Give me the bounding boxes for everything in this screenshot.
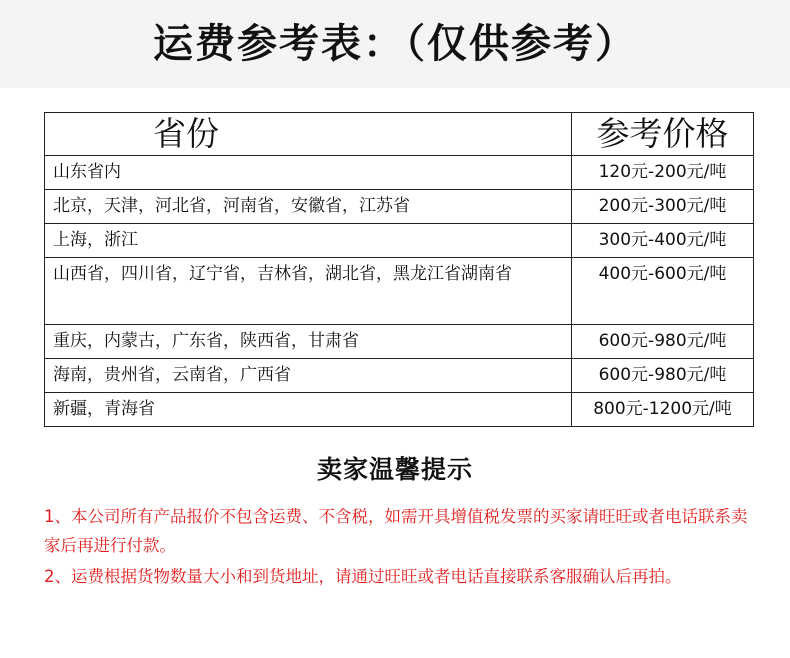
price-cell: 800元-1200元/吨 xyxy=(572,393,754,427)
header-price: 参考价格 xyxy=(572,113,754,156)
table-row xyxy=(45,156,754,190)
table-row xyxy=(45,258,754,325)
province-cell: 重庆，内蒙古，广东省，陕西省，甘肃省 xyxy=(45,325,572,359)
price-cell: 400元-600元/吨 xyxy=(572,258,754,325)
price-cell: 120元-200元/吨 xyxy=(572,156,754,190)
notice-list xyxy=(44,502,756,593)
price-cell: 600元-980元/吨 xyxy=(572,325,754,359)
header-province: 省份 xyxy=(45,113,572,156)
table-row xyxy=(45,393,754,427)
table-header-row xyxy=(45,113,754,156)
notice-item: 1、本公司所有产品报价不包含运费、不含税，如需开具增值税发票的买家请旺旺或者电话联系卖家后再进行付款。 xyxy=(44,507,748,555)
province-cell: 山西省，四川省，辽宁省，吉林省，湖北省，黑龙江省湖南省 xyxy=(45,258,572,325)
freight-table xyxy=(44,112,754,427)
province-cell: 山东省内 xyxy=(45,156,572,190)
table-row xyxy=(45,325,754,359)
price-cell: 300元-400元/吨 xyxy=(572,224,754,258)
price-cell: 600元-980元/吨 xyxy=(572,359,754,393)
price-cell: 200元-300元/吨 xyxy=(572,190,754,224)
province-cell: 海南，贵州省，云南省，广西省 xyxy=(45,359,572,393)
notice-item: 2、运费根据货物数量大小和到货地址，请通过旺旺或者电话直接联系客服确认后再拍。 xyxy=(44,567,682,586)
province-cell: 新疆，青海省 xyxy=(45,393,572,427)
table-row xyxy=(45,190,754,224)
page-title: 运费参考表：（仅供参考） xyxy=(153,21,637,67)
table-row xyxy=(45,224,754,258)
table-row xyxy=(45,359,754,393)
notice-title: 卖家温馨提示 xyxy=(316,455,473,484)
province-cell: 上海，浙江 xyxy=(45,224,572,258)
province-cell: 北京，天津，河北省，河南省，安徽省，江苏省 xyxy=(45,190,572,224)
